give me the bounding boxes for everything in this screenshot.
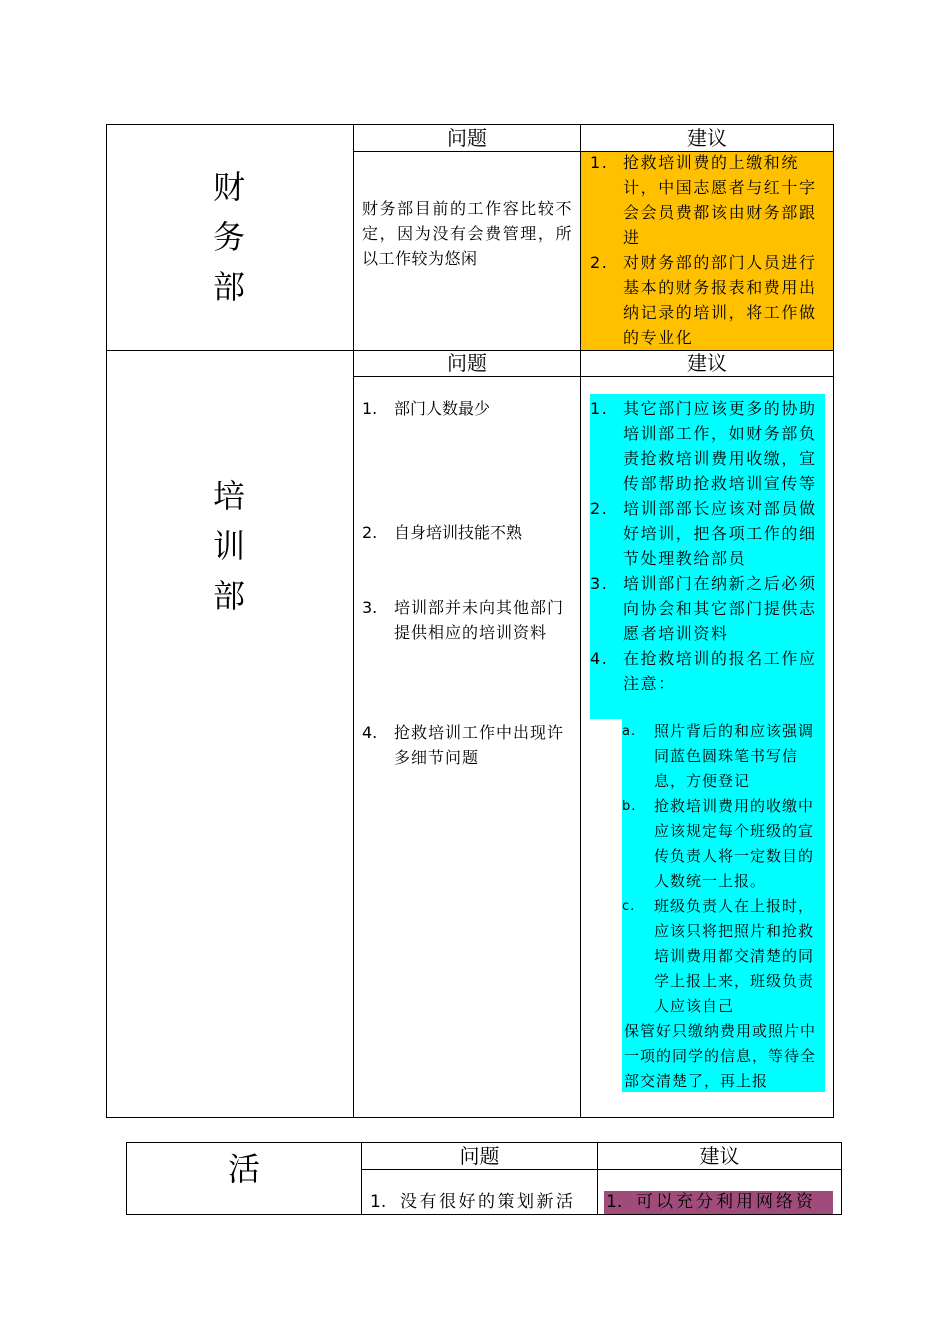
- list-item: [590, 646, 826, 696]
- item-text: 培训部门在纳新之后必须向协会和其它部门提供志愿者培训资料: [623, 574, 817, 643]
- item-number: 4.: [590, 649, 609, 668]
- activity-suggestion-item: [606, 1190, 834, 1215]
- table2-left-border: [126, 1142, 127, 1215]
- dept-char: 务: [212, 218, 245, 256]
- training-suggestion-header: 建议: [687, 351, 727, 375]
- finance-suggestion-header: 建议: [687, 126, 727, 150]
- training-suggestion-list: [590, 396, 826, 696]
- item-number: 2.: [362, 523, 378, 542]
- item-number: 1.: [362, 399, 378, 418]
- training-trailing-text: 保管好只缴纳费用或照片中一项的同学的信息，等待全部交清楚了，再上报: [624, 1022, 817, 1090]
- activity-suggestion-header: 建议: [699, 1144, 740, 1168]
- training-problem-item: [362, 396, 572, 421]
- training-problem-header: 问题: [447, 351, 487, 375]
- dept-char: 训: [212, 527, 245, 565]
- item-text: 在抢救培训的报名工作应注意：: [623, 649, 817, 693]
- training-dept-label: [199, 471, 259, 621]
- item-text: 自身培训技能不熟: [394, 523, 523, 542]
- finance-problem-header: 问题: [447, 126, 487, 150]
- item-text: 其它部门应该更多的协助培训部工作，如财务部负责抢救培训费用收缴，宣传部帮助抢救培训宣传等: [623, 399, 817, 493]
- item-text: 培训部并未向其他部门提供相应的培训资料: [394, 598, 565, 642]
- training-header-divider: [353, 376, 834, 377]
- item-number: 1.: [606, 1192, 623, 1212]
- item-letter: c.: [622, 899, 636, 914]
- item-text: 培训部部长应该对部员做好培训，把各项工作的细节处理教给部员: [623, 499, 817, 568]
- dept-char: 部: [212, 577, 245, 615]
- list-item: [590, 571, 826, 646]
- training-problem-item: [362, 595, 572, 645]
- table1-right-border: [833, 124, 834, 1118]
- item-text: 对财务部的部门人员进行基本的财务报表和费用出纳记录的培训，将工作做的专业化: [623, 253, 817, 347]
- item-text: 可以充分利用网络资: [636, 1192, 816, 1212]
- item-text: 抢救培训费的上缴和统计，中国志愿者与红十字会会员费都该由财务部跟进: [623, 153, 817, 247]
- finance-suggestion-list: [590, 150, 826, 350]
- dept-char: 部: [212, 268, 245, 306]
- training-problem-item: [362, 720, 572, 770]
- item-text: 部门人数最少: [394, 399, 491, 418]
- dept-char: 培: [212, 477, 245, 515]
- item-text: 抢救培训工作中出现许多细节问题: [394, 723, 565, 767]
- item-number: 1.: [590, 153, 609, 172]
- item-number: 3.: [362, 598, 378, 617]
- list-item: [622, 894, 826, 1019]
- list-item: [622, 794, 826, 894]
- item-number: 1.: [590, 399, 609, 418]
- list-item: [590, 396, 826, 496]
- list-item: [590, 150, 826, 250]
- item-text: 照片背后的和应该强调同蓝色圆珠笔书写信息，方便登记: [654, 722, 815, 790]
- activity-problem-item: [370, 1190, 592, 1215]
- activity-dept-label: 活: [227, 1150, 260, 1188]
- item-text: 抢救培训费用的收缴中应该规定每个班级的宣传负责人将一定数目的人数统一上报。: [654, 797, 815, 890]
- item-number: 1.: [370, 1192, 387, 1212]
- activity-header-divider: [361, 1169, 842, 1170]
- training-problem-item: [362, 520, 572, 545]
- finance-dept-label: [199, 162, 259, 312]
- item-number: 2.: [590, 253, 609, 272]
- list-item: [622, 719, 826, 794]
- activity-problem-header: 问题: [459, 1144, 500, 1168]
- item-letter: a.: [622, 724, 637, 739]
- table1-left-border: [106, 124, 107, 1118]
- dept-char: 财: [212, 168, 245, 206]
- list-item: [590, 250, 826, 350]
- list-item: [590, 496, 826, 571]
- item-letter: b.: [622, 799, 637, 814]
- item-number: 4.: [362, 723, 378, 742]
- item-number: 3.: [590, 574, 609, 593]
- training-sub-suggestion-list: [622, 719, 826, 1019]
- table2-right-border: [841, 1142, 842, 1215]
- table1-bottom-border: [106, 1117, 834, 1118]
- table1-col-divider-1: [353, 124, 354, 1118]
- item-number: 2.: [590, 499, 609, 518]
- item-text: 没有很好的策划新活: [400, 1192, 576, 1212]
- item-text: 班级负责人在上报时，应该只将把照片和抢救培训费用都交清楚的同学上报上来，班级负责人应该自己: [654, 897, 815, 1015]
- finance-problem-text: 财务部目前的工作容比较不定，因为没有会费管理，所以工作较为悠闲: [362, 199, 572, 268]
